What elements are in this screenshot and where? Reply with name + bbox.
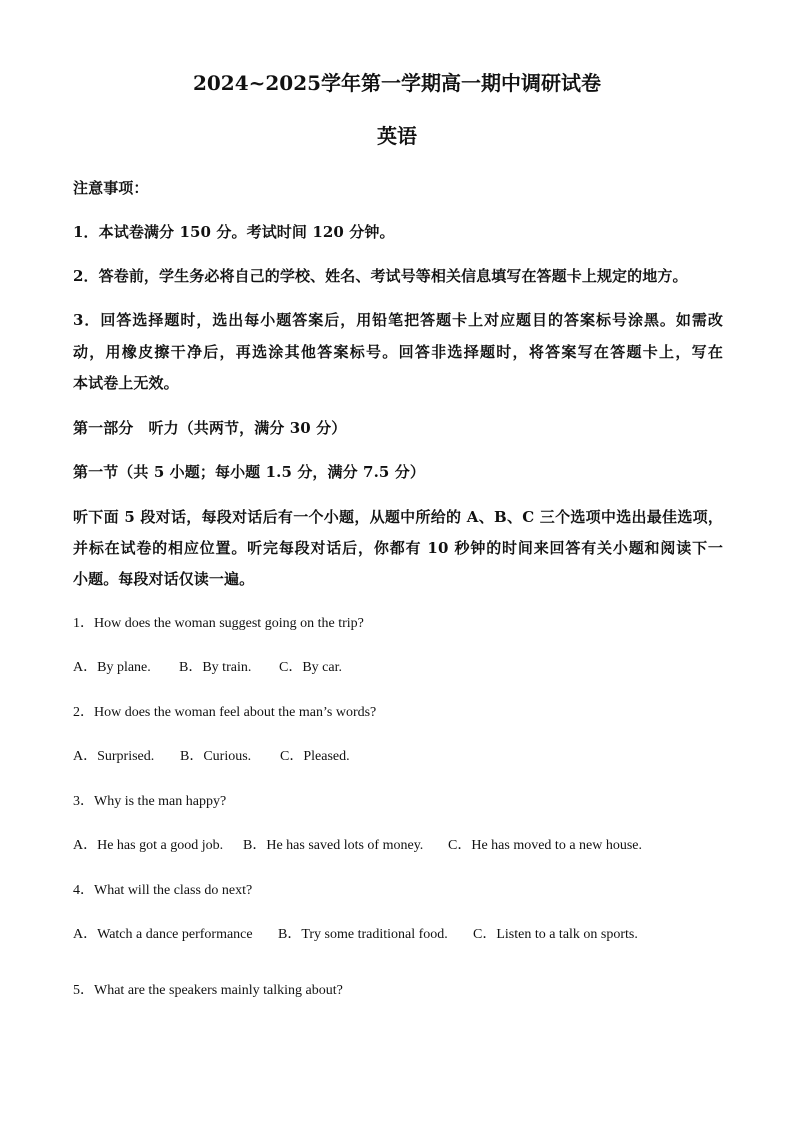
question-1-options — [73, 659, 342, 677]
question-3-stem: 3．Why is the man happy? — [73, 794, 227, 809]
notice-item-1: 1．本试卷满分 150 分。考试时间 120 分钟。 — [73, 223, 395, 241]
notice-item-3-line-1: 3．回答选择题时，选出每小题答案后，用铅笔把答题卡上对应题目的答案标号涂黑。如需改 — [73, 311, 723, 329]
exam-title: 2024~2025学年第一学期高一期中调研试卷 — [192, 71, 602, 95]
part1-heading: 第一部分 听力（共两节，满分 30 分） — [73, 419, 347, 437]
section1-heading: 第一节（共 5 小题；每小题 1.5 分，满分 7.5 分） — [73, 463, 425, 481]
question-4-stem: 4．What will the class do next? — [73, 883, 253, 898]
question-4-option-c: C．Listen to a talk on sports. — [473, 927, 638, 942]
question-5-stem: 5．What are the speakers mainly talking about? — [73, 983, 343, 998]
question-4-option-b: B．Try some traditional food. — [278, 927, 448, 942]
question-3-option-b: B．He has saved lots of money. — [243, 838, 424, 853]
notice-heading: 注意事项： — [73, 179, 149, 197]
question-1-stem: 1．How does the woman suggest going on the trip? — [73, 616, 364, 631]
question-4-options — [73, 926, 638, 944]
notice-item-3-line-2: 动，用橡皮擦干净后，再选涂其他答案标号。回答非选择题时，将答案写在答题卡上，写在 — [73, 343, 723, 361]
instruction-line-1: 听下面 5 段对话，每段对话后有一个小题，从题中所给的 A、B、C 三个选项中选出最佳选项， — [73, 508, 723, 526]
question-2-options — [73, 748, 350, 766]
question-3-options — [73, 837, 642, 855]
question-2-stem: 2．How does the woman feel about the man’s words? — [73, 705, 377, 720]
question-3-option-a: A．He has got a good job. — [73, 838, 224, 853]
question-2-option-b: B．Curious. — [180, 749, 252, 764]
question-2-option-a: A．Surprised. — [73, 749, 155, 764]
question-1-option-b: B．By train. — [179, 660, 252, 675]
question-2-option-c: C．Pleased. — [280, 749, 350, 764]
question-1-option-a: A．By plane. — [73, 660, 151, 675]
question-3-option-c: C．He has moved to a new house. — [448, 838, 643, 853]
notice-item-2: 2．答卷前，学生务必将自己的学校、姓名、考试号等相关信息填写在答题卡上规定的地方。 — [73, 267, 688, 285]
instruction-line-3: 小题。每段对话仅读一遍。 — [73, 570, 255, 588]
question-1-option-c: C．By car. — [279, 660, 342, 675]
subject-title: 英语 — [377, 124, 417, 148]
question-4-option-a: A．Watch a dance performance — [73, 927, 253, 942]
notice-item-3-line-3: 本试卷上无效。 — [73, 374, 179, 392]
instruction-line-2: 并标在试卷的相应位置。听完每段对话后，你都有 10 秒钟的时间来回答有关小题和阅读下一 — [73, 539, 723, 557]
